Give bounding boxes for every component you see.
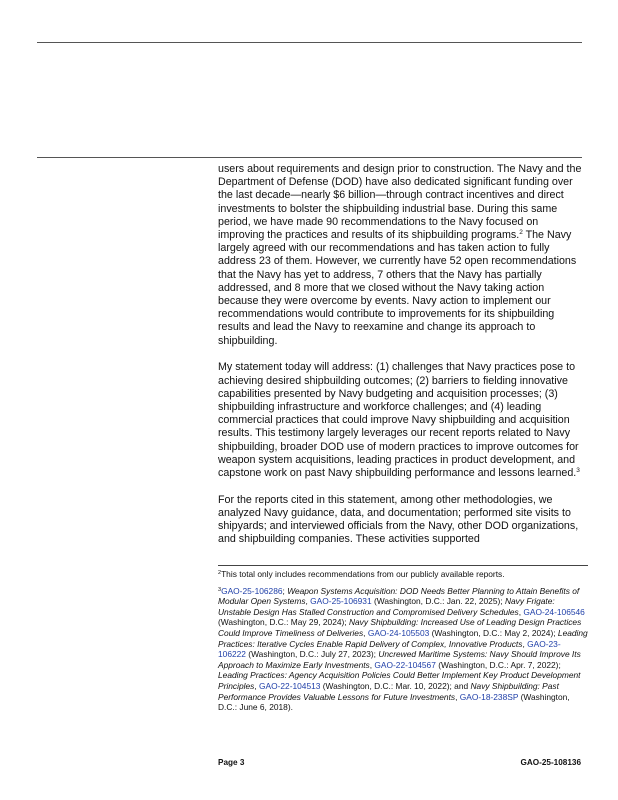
- page-number: Page 3: [218, 758, 245, 767]
- header-rule: [37, 42, 582, 43]
- citation-text: (Washington, D.C.: Jan. 22, 2025);: [371, 596, 505, 607]
- report-link[interactable]: GAO-24-105503: [367, 627, 430, 638]
- footnote-3: $^3$GAO-25-106286; Weapon Systems Acquisition: DOD Needs Better Planning to Attain Benefits of Modular Open Systems, GAO-25-106931 (Washington, D.C.: Jan. 22, 2025); Navy Frigate: Unstable Design Has Stalled Construction and Compromised Delivery Schedules, GAO-24-106546 (Washington, D.C.: May 29, 2024); Navy Shipbuilding: Increased Use of Leading Design Practices Could Improve Timeliness of Deliveries, GAO-24-105503 (Washington, D.C.: May 2, 2024); Leading Practices: Iterative Cycles Enable Rapid Delivery of Complex, Innovative Products, GAO-23-106222 (Washington, D.C.: July 27, 2023); Uncrewed Maritime Systems: Navy Should Improve Its Approach to Maximize Early Investments, GAO-22-104567 (Washington, D.C.: Apr. 7, 2022); Leading Practices: Agency Acquisition Policies Could Better Implement Key Product Development Principles, GAO-22-104513 (Washington, D.C.: Mar. 10, 2022); and Navy Shipbuilding: Past Performance Provides Valuable Lessons for Future Investments, GAO-18-238SP (Washington, D.C.: June 6, 2018).: [218, 585, 588, 713]
- paragraph-1: users about requirements and design prior to construction. The Navy and the Department of Defense (DOD) have also dedicated significant funding over the last decade—nearly $6 billion—through contract incentives and direct investments to bolster the shipbuilding industrial base. During this same period, we have made 90 recommendations to the Navy focused on improving the practices and results of its shipbuilding programs.$^2$ The Navy largely agreed with our recommendations and has taken action to fully address 23 of them. However, we currently have 52 open recommendations that the Navy has yet to address, 7 others that the Navy has partially addressed, and 8 more that we closed without the Navy taking action because they were overcome by events. Navy action to implement our recommendations would contribute to improvements for its shipbuilding results and lead the Navy to reexamine and change its approach to shipbuilding.: [218, 163, 582, 347]
- report-link[interactable]: GAO-22-104513: [258, 680, 321, 691]
- report-title: Weapon Systems Acquisition: DOD Needs Better Planning to Attain Benefits of Modular Open Systems: [218, 585, 580, 607]
- citation-text: (Washington, D.C.: May 2, 2024);: [429, 627, 558, 638]
- report-link[interactable]: GAO-24-106546: [523, 606, 585, 617]
- citation-text: ,: [254, 680, 259, 691]
- citation-text: ,: [369, 659, 375, 670]
- footnote-ref-3[interactable]: 3: [576, 466, 580, 474]
- report-link[interactable]: GAO-25-106286: [221, 585, 283, 596]
- citation-text: ,: [518, 606, 524, 617]
- report-title: Navy Shipbuilding: Increased Use of Leading Design Practices Could Improve Timeliness of Deliveries: [218, 617, 582, 638]
- footnotes: [218, 569, 588, 719]
- report-title: Navy Shipbuilding: Past Performance Provides Valuable Lessons for Future Investments: [218, 680, 559, 702]
- footnote-rule: [218, 565, 588, 566]
- citation-text: ,: [455, 691, 460, 702]
- citation-text: (Washington, D.C.: Apr. 7, 2022);: [435, 659, 561, 670]
- citation-text: ,: [305, 596, 311, 607]
- report-title: Leading Practices: Iterative Cycles Enable Rapid Delivery of Complex, Innovative Products: [218, 627, 588, 649]
- report-number: GAO-25-108136: [520, 758, 581, 767]
- citation-text: (Washington, D.C.: Mar. 10, 2022); and: [320, 680, 471, 691]
- footnote-ref-2[interactable]: 2: [519, 229, 523, 237]
- citation-text: (Washington, D.C.: May 29, 2024);: [218, 617, 349, 628]
- citation-text: (Washington, D.C.: June 6, 2018).: [218, 691, 570, 713]
- report-link[interactable]: GAO-25-106931: [310, 596, 372, 607]
- section-rule: [37, 157, 582, 158]
- paragraph-2: My statement today will address: (1) challenges that Navy practices pose to achieving desired shipbuilding outcomes; (2) barriers to fielding innovative capabilities presented by Navy budgeting and acquisition processes; (3) shipbuilding infrastructure and workforce challenges; and (4) leading commercial practices that could improve Navy shipbuilding and acquisition results. This testimony largely leverages our recent reports related to Navy shipbuilding, broader DOD use of modern practices to improve outcomes for weapon system acquisitions, leading practices in product development, and capstone work on past Navy shipbuilding performance and lessons learned.$^3$: [218, 361, 580, 479]
- paragraph-3: For the reports cited in this statement, among other methodologies, we analyzed Navy guidance, data, and documentation; performed site visits to shipyards; and interviewed officials from the Navy, other DOD organizations, and shipbuilding companies. These activities supported: [218, 493, 579, 546]
- report-title: Leading Practices: Agency Acquisition Policies Could Better Implement Key Product Development Principles: [218, 670, 581, 691]
- citation-text: ;: [282, 585, 288, 596]
- report-title: Navy Frigate: Unstable Design Has Stalled Construction and Compromised Delivery Schedules: [218, 596, 555, 617]
- body-text: [218, 163, 586, 560]
- footnote-2: $^2$This total only includes recommendations from our publicly available reports.: [218, 569, 505, 579]
- citation-text: ,: [363, 627, 368, 638]
- citation-text: (Washington, D.C.: July 27, 2023);: [245, 649, 379, 660]
- report-link[interactable]: GAO-23-106222: [218, 638, 561, 660]
- report-link[interactable]: GAO-22-104567: [374, 659, 436, 670]
- report-link[interactable]: GAO-18-238SP: [459, 691, 519, 702]
- citation-text: ,: [522, 638, 528, 649]
- report-title: Uncrewed Maritime Systems: Navy Should Improve Its Approach to Maximize Early Investments: [218, 649, 581, 670]
